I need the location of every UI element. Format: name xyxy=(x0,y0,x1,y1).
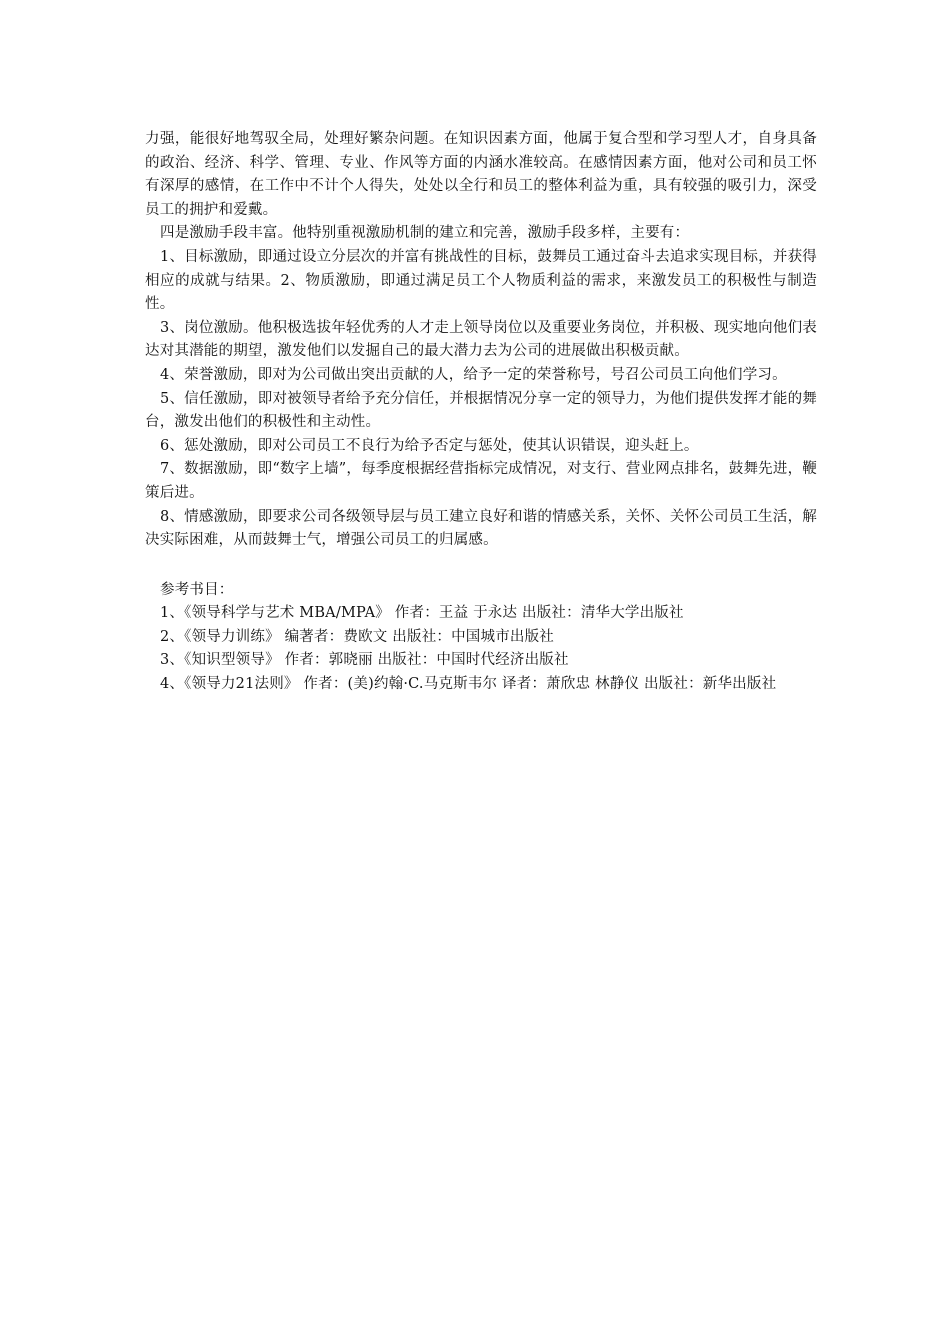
references-title: 参考书目： xyxy=(160,581,234,598)
paragraph-incentive-5: 5、信任激励，即对被领导者给予充分信任，并根据情况分享一定的领导力，为他们提供发挥才能的舞台，激发出他们的积极性和主动性。 xyxy=(145,390,817,431)
reference-item-3: 3、《知识型领导》 作者：郭晓丽 出版社：中国时代经济出版社 xyxy=(160,652,569,669)
reference-item-1: 1、《领导科学与艺术 MBA/MPA》 作者：王益 于永达 出版社：清华大学出版社 xyxy=(160,605,684,622)
paragraph-incentive-4: 4、荣誉激励，即对为公司做出突出贡献的人，给予一定的荣誉称号，号召公司员工向他们学习。 xyxy=(160,366,787,383)
paragraph-leadership-qualities: 力强，能很好地驾驭全局，处理好繁杂问题。在知识因素方面，他属于复合型和学习型人才，自身具备的政治、经济、科学、管理、专业、作风等方面的内涵水准较高。在感情因素方面，他对公司和员工怀有深厚的感情，在工作中不计个人得失，处处以全行和员工的整体利益为重，具有较强的吸引力，深受员工的拥护和爱戴。 xyxy=(145,131,817,218)
reference-item-4: 4、《领导力21法则》 作者：(美)约翰·C.马克斯韦尔 译者：萧欣忠 林静仪 出版社：新华出版社 xyxy=(160,676,777,693)
paragraph-incentive-3: 3、岗位激励。他积极选拔年轻优秀的人才走上领导岗位以及重要业务岗位，并积极、现实地向他们表达对其潜能的期望，激发他们以发掘自己的最大潜力去为公司的进展做出积极贡献。 xyxy=(145,319,817,360)
paragraph-incentive-6: 6、惩处激励，即对公司员工不良行为给予否定与惩处，使其认识错误，迎头赶上。 xyxy=(160,437,699,454)
section-spacer xyxy=(145,553,817,579)
paragraph-incentive-8: 8、情感激励，即要求公司各级领导层与员工建立良好和谐的情感关系，关怀、关怀公司员工生活，解决实际困难，从而鼓舞士气，增强公司员工的归属感。 xyxy=(145,508,817,549)
paragraph-incentive-intro: 四是激励手段丰富。他特别重视激励机制的建立和完善，激励手段多样，主要有： xyxy=(160,225,690,242)
document-body xyxy=(145,128,817,697)
paragraph-incentive-7: 7、数据激励，即“数字上墙”，每季度根据经营指标完成情况，对支行、营业网点排名，鼓舞先进，鞭策后进。 xyxy=(145,461,817,501)
paragraph-incentive-1-2: 1、目标激励，即通过设立分层次的并富有挑战性的目标，鼓舞员工通过奋斗去追求实现目标，并获得相应的成就与结果。2、物质激励，即通过满足员工个人物质利益的需求，来激发员工的积极性与制造性。 xyxy=(145,248,817,313)
reference-item-2: 2、《领导力训练》 编著者：费欧文 出版社：中国城市出版社 xyxy=(160,628,554,645)
